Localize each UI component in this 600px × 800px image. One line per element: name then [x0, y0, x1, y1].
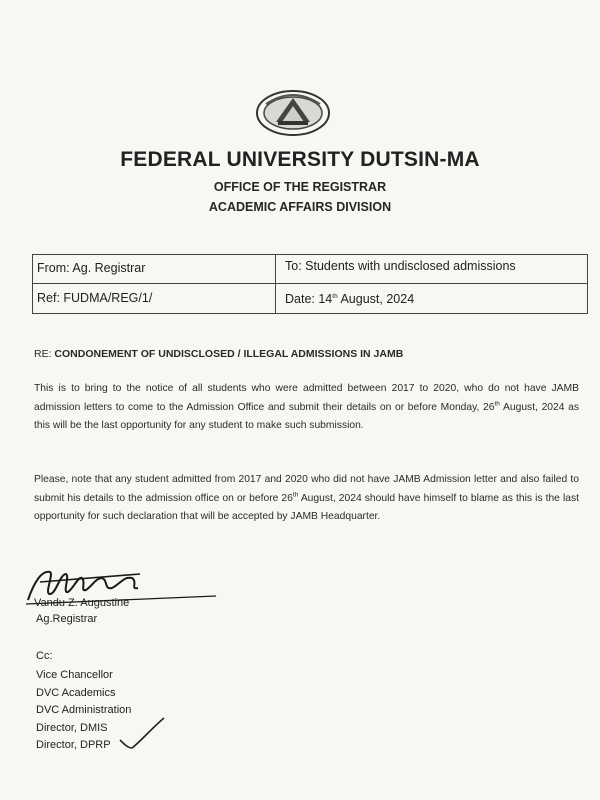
memo-ref: Ref: FUDMA/REG/1/: [37, 291, 153, 305]
cc-recipient: DVC Administration: [36, 704, 132, 716]
table-divider-horizontal: [33, 283, 587, 284]
body-paragraph-1: This is to bring to the notice of all students who were admitted between 2017 to 2020, who do not have JAMB admission letters to come to the Admission Office and submit their details on or before Monday, 26th August, 2024 as this will be the last opportunity for any student to make such submission.: [34, 383, 580, 431]
division-name: ACADEMIC AFFAIRS DIVISION: [208, 200, 392, 214]
cc-recipient: Director, DPRP: [36, 739, 111, 751]
memo-from: From: Ag. Registrar: [37, 261, 146, 275]
signatory-role: Ag.Registrar: [36, 613, 98, 625]
office-name: OFFICE OF THE REGISTRAR: [213, 180, 387, 194]
cc-label: Cc:: [36, 650, 53, 662]
university-crest-icon: [254, 84, 332, 142]
university-name: FEDERAL UNIVERSITY DUTSIN-MA: [120, 148, 480, 171]
memo-date: Date: 14th August, 2024: [285, 292, 415, 306]
cc-recipient: Director, DMIS: [36, 721, 108, 734]
cc-recipient: DVC Academics: [36, 686, 116, 699]
checkmark-icon: [118, 716, 168, 752]
signatory-name: Vandu Z. Augustine: [34, 597, 130, 609]
memo-subject: RE: CONDONEMENT OF UNDISCLOSED / ILLEGAL ADMISSIONS IN JAMB: [34, 348, 404, 360]
cc-recipient: Vice Chancellor: [36, 669, 113, 681]
body-paragraph-2: Please, note that any student admitted from 2017 and 2020 who did not have JAMB Admission letter and also failed to submit his details to the admission office on or before 26th August, 2024 should have himself to blame as this is the last opportunity for such declaration that will be accepted by JAMB Headquarter.: [34, 474, 579, 522]
memo-header-table: [32, 254, 588, 314]
memo-to: To: Students with undisclosed admissions: [285, 259, 516, 273]
